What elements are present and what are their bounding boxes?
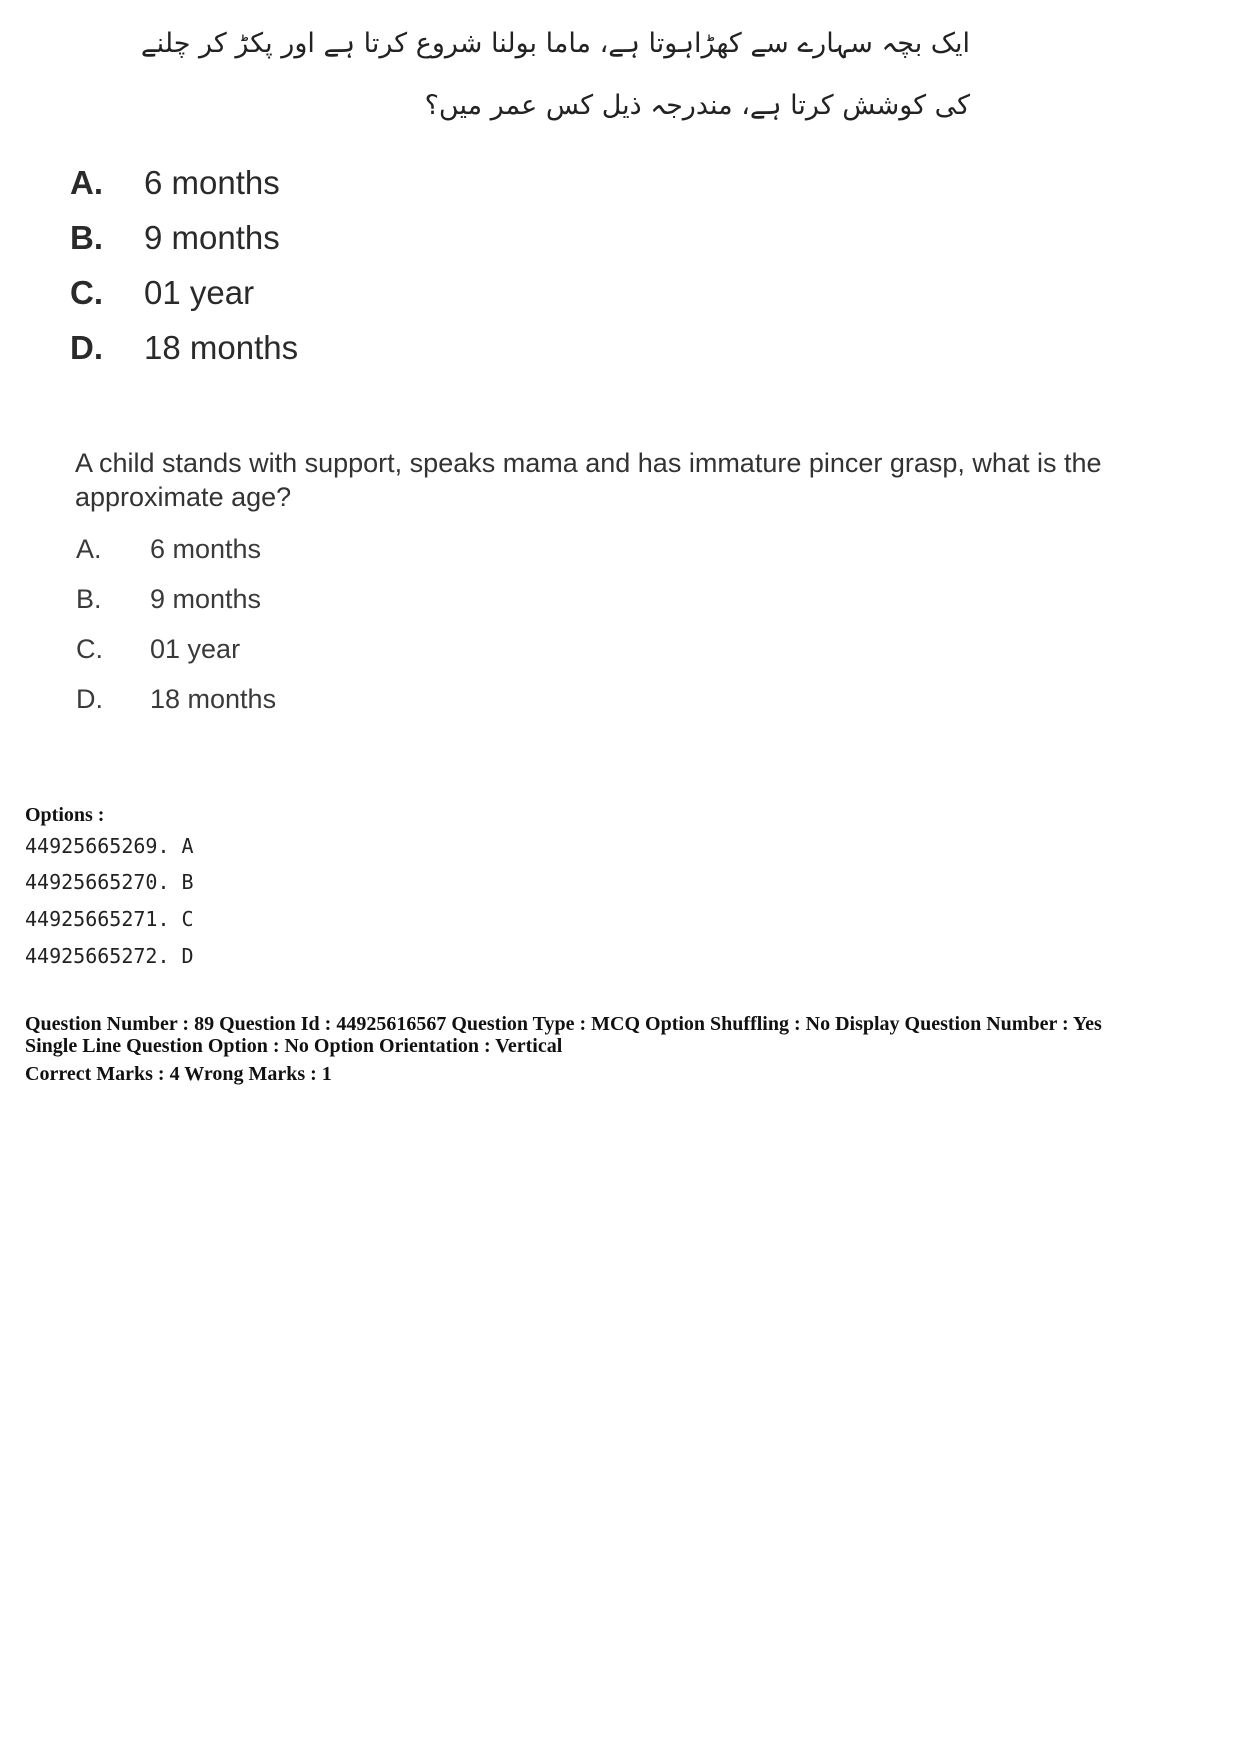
options-label: Options : xyxy=(25,804,105,826)
urdu-option-d xyxy=(70,327,298,369)
option-letter: C. xyxy=(70,274,103,311)
option-text: 9 months xyxy=(144,219,280,256)
option-id-d: 44925665272. D xyxy=(25,944,194,968)
english-option-a xyxy=(76,532,261,566)
option-text: 18 months xyxy=(150,684,277,714)
option-letter: B. xyxy=(70,219,103,256)
option-letter: A. xyxy=(70,164,103,201)
option-letter: D. xyxy=(70,329,103,366)
marks-line: Correct Marks : 4 Wrong Marks : 1 xyxy=(25,1063,332,1085)
option-text: 9 months xyxy=(150,584,262,614)
option-text: 01 year xyxy=(144,274,255,311)
english-option-b xyxy=(76,582,261,616)
urdu-option-a xyxy=(70,162,280,204)
question-meta-line-1: Question Number : 89 Question Id : 44925616567 Question Type : MCQ Option Shuffling : No Display Question Number : Yes xyxy=(25,1013,1102,1035)
english-option-d xyxy=(76,682,276,716)
option-text: 18 months xyxy=(144,329,299,366)
option-id-a: 44925665269. A xyxy=(25,834,194,858)
option-text: 6 months xyxy=(144,164,280,201)
option-text: 01 year xyxy=(150,634,241,664)
option-letter: B. xyxy=(76,584,102,614)
urdu-question-line-1: ایک بچہ سہارے سے کھڑاہوتا ہے، ماما بولنا شروع کرتا ہے اور پکڑ کر چلنے xyxy=(140,28,970,59)
option-text: 6 months xyxy=(150,534,262,564)
option-letter: D. xyxy=(76,684,103,714)
english-question: A child stands with support, speaks mama and has immature pincer grasp, what is the approximate age? xyxy=(75,448,1102,512)
option-id-b: 44925665270. B xyxy=(25,870,194,894)
english-option-c xyxy=(76,632,240,666)
question-meta-line-2: Single Line Question Option : No Option Orientation : Vertical xyxy=(25,1035,563,1057)
option-letter: A. xyxy=(76,534,102,564)
urdu-question-line-2: کی کوشش کرتا ہے، مندرجہ ذیل کس عمر میں؟ xyxy=(424,90,970,121)
option-letter: C. xyxy=(76,634,103,664)
urdu-option-b xyxy=(70,217,280,259)
urdu-option-c xyxy=(70,272,254,314)
option-id-c: 44925665271. C xyxy=(25,907,194,931)
